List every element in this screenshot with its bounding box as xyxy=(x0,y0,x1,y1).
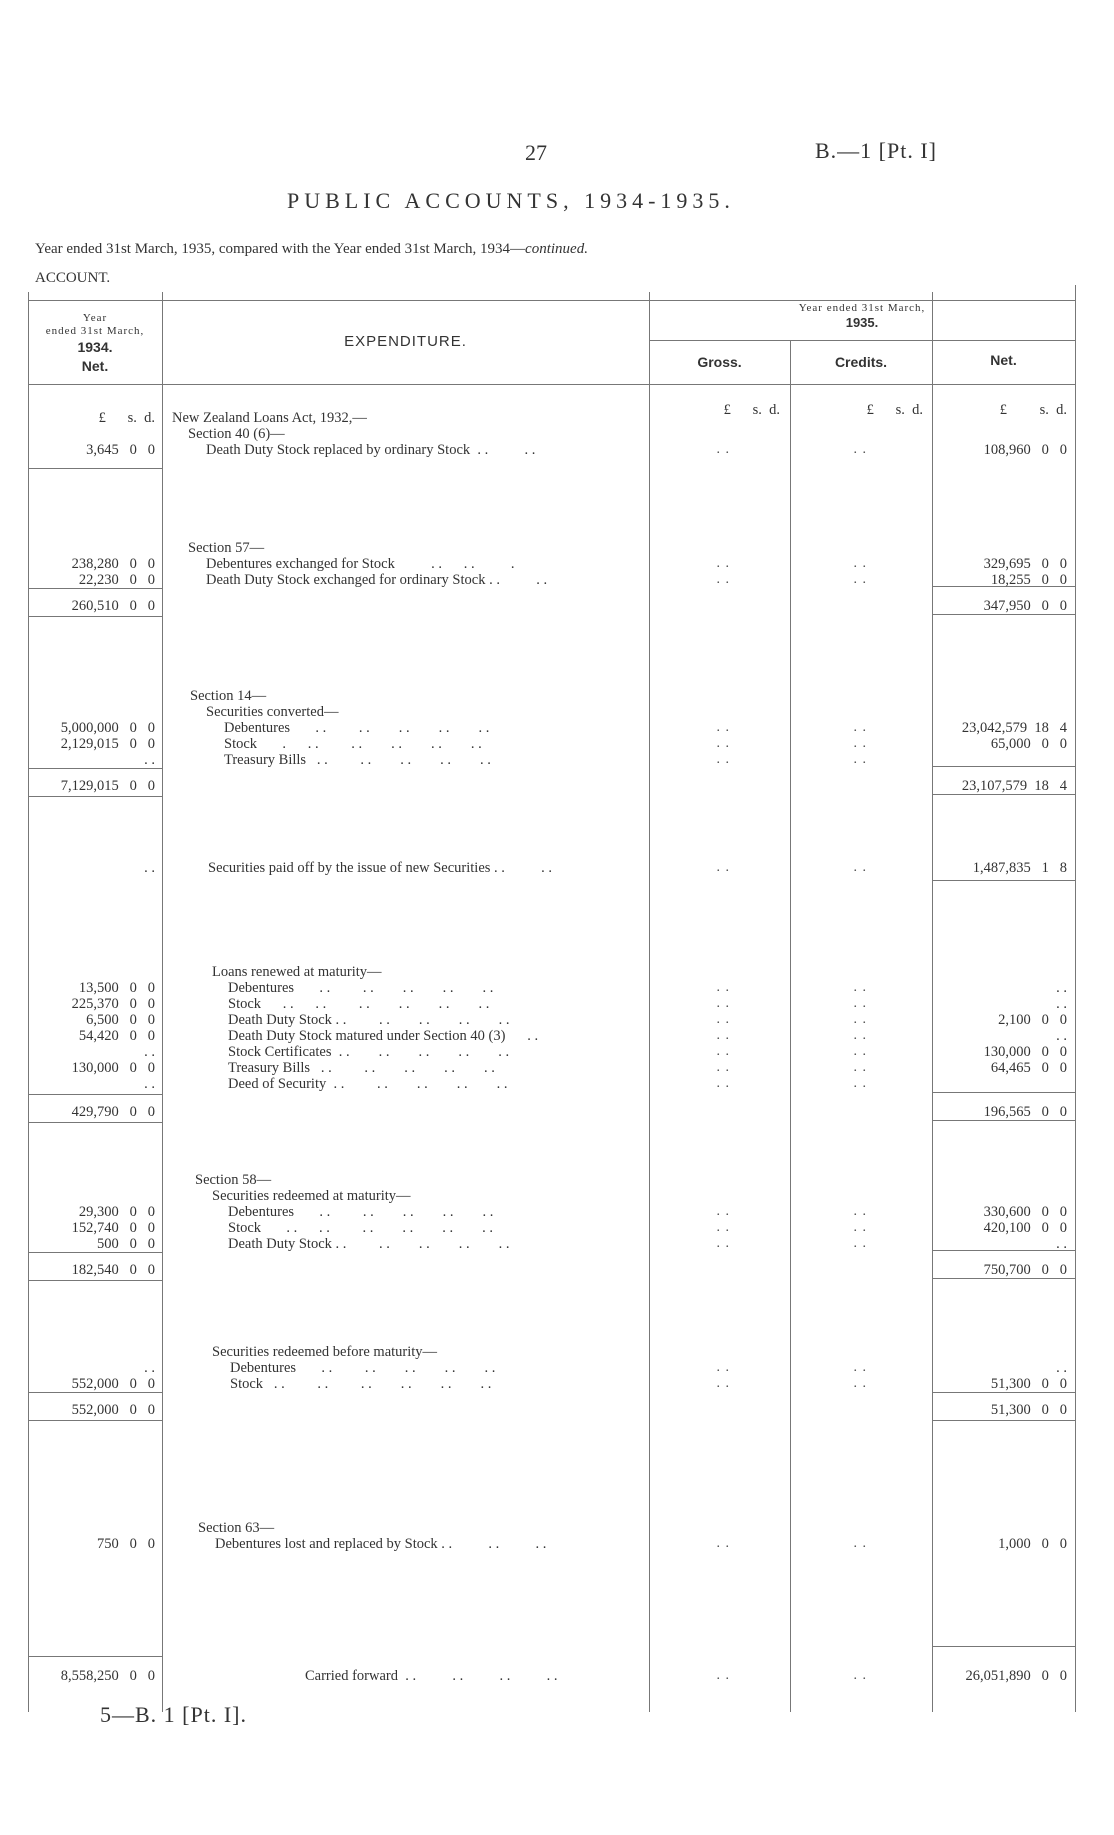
prev-year-header-line4: Net. xyxy=(81,358,109,374)
gross-value: . . xyxy=(716,556,730,571)
net-value: 23,107,579 18 4 xyxy=(961,778,1067,794)
subtitle-main: Year ended 31st March, 1935, compared with the Year ended 31st March, 1934— xyxy=(35,241,526,257)
net-value: 18,255 0 0 xyxy=(990,572,1067,588)
expenditure-desc: Loans renewed at maturity— xyxy=(212,964,382,980)
expenditure-desc: Securities redeemed before maturity— xyxy=(212,1344,438,1360)
prev-year-net-value: 29,300 0 0 xyxy=(78,1204,155,1220)
credits-value: . . xyxy=(853,1360,867,1375)
net-value: 51,300 0 0 xyxy=(990,1376,1067,1392)
expenditure-desc: Death Duty Stock . . . . . . . . . . xyxy=(228,1012,510,1028)
page-footer: 5—B. 1 [Pt. I]. xyxy=(100,1702,247,1727)
gross-value: . . xyxy=(716,1360,730,1375)
expenditure-desc: Stock . . . . . . . . . . . . xyxy=(228,996,490,1012)
net-value: 130,000 0 0 xyxy=(983,1044,1067,1060)
net-value: 64,465 0 0 xyxy=(990,1060,1067,1076)
prev-year-net-value: 500 0 0 xyxy=(97,1236,155,1252)
prev-year-net-value: . . xyxy=(144,860,155,876)
credits-value: . . xyxy=(853,572,867,587)
account-label: ACCOUNT. xyxy=(35,270,111,286)
credits-value: . . xyxy=(853,1012,867,1027)
expenditure-desc: Deed of Security . . . . . . . . . . xyxy=(228,1076,508,1092)
prev-year-net-value: 2,129,015 0 0 xyxy=(60,736,155,752)
prev-year-net-value: 750 0 0 xyxy=(97,1536,155,1552)
expenditure-desc: Stock . . . . . . . . . . . . xyxy=(230,1376,492,1392)
credits-units: £ s. d. xyxy=(866,402,923,418)
prev-year-net-value: 13,500 0 0 xyxy=(78,980,155,996)
credits-value: . . xyxy=(853,556,867,571)
credits-value: . . xyxy=(853,1376,867,1391)
gross-value: . . xyxy=(716,1044,730,1059)
expenditure-desc: Debentures . . . . . . . . . . xyxy=(228,980,494,996)
page-subtitle xyxy=(35,241,588,258)
prev-year-net-value: 54,420 0 0 xyxy=(78,1028,155,1044)
expenditure-desc: Debentures . . . . . . . . . . xyxy=(230,1360,496,1376)
gross-value: . . xyxy=(716,1012,730,1027)
subtitle-continued: continued. xyxy=(525,241,588,257)
credits-value: . . xyxy=(853,736,867,751)
expenditure-desc: Stock . . . . . . . . . . . . xyxy=(228,1220,494,1236)
gross-value: . . xyxy=(716,1220,730,1235)
expenditure-desc: Section 14— xyxy=(190,688,267,704)
expenditure-desc: Securities redeemed at maturity— xyxy=(212,1188,411,1204)
expenditure-desc: Treasury Bills . . . . . . . . . . xyxy=(228,1060,495,1076)
expenditure-desc: Carried forward . . . . . . . . xyxy=(305,1668,558,1684)
curr-year-header-line1: Year ended 31st March, xyxy=(798,302,926,314)
prev-year-net-value: 238,280 0 0 xyxy=(71,556,155,572)
net-header: Net. xyxy=(990,352,1017,368)
prev-year-net-value: 552,000 0 0 xyxy=(71,1402,155,1418)
credits-value: . . xyxy=(853,980,867,995)
net-value: . . xyxy=(1056,1028,1067,1044)
expenditure-desc: Section 58— xyxy=(195,1172,272,1188)
expenditure-desc: Treasury Bills . . . . . . . . . . xyxy=(224,752,491,768)
expenditure-desc: Death Duty Stock exchanged for ordinary Stock . . . . xyxy=(206,572,548,588)
prev-year-net-value: 429,790 0 0 xyxy=(71,1104,155,1120)
net-value: 108,960 0 0 xyxy=(983,442,1067,458)
gross-value: . . xyxy=(716,1028,730,1043)
expenditure-desc: Stock Certificates . . . . . . . . . . xyxy=(228,1044,510,1060)
prev-year-net-value: . . xyxy=(144,1076,155,1092)
prev-year-net-value: 182,540 0 0 xyxy=(71,1262,155,1278)
expenditure-desc: Debentures lost and replaced by Stock . . . . . . xyxy=(215,1536,547,1552)
gross-value: . . xyxy=(716,752,730,767)
page-title: PUBLIC ACCOUNTS, 1934-1935. xyxy=(287,188,735,213)
credits-header: Credits. xyxy=(834,354,888,370)
net-value: 51,300 0 0 xyxy=(990,1402,1067,1418)
net-value: 330,600 0 0 xyxy=(983,1204,1067,1220)
prev-year-net-value: . . xyxy=(144,1044,155,1060)
gross-value: . . xyxy=(716,1060,730,1075)
gross-value: . . xyxy=(716,996,730,1011)
credits-value: . . xyxy=(853,1044,867,1059)
net-value: 750,700 0 0 xyxy=(983,1262,1067,1278)
expenditure-desc: Debentures . . . . . . . . . . xyxy=(228,1204,494,1220)
gross-value: . . xyxy=(716,572,730,587)
prev-year-net-value: 552,000 0 0 xyxy=(71,1376,155,1392)
prev-year-net-value: . . xyxy=(144,752,155,768)
net-value: 65,000 0 0 xyxy=(990,736,1067,752)
net-value: 347,950 0 0 xyxy=(983,598,1067,614)
gross-value: . . xyxy=(716,1536,730,1551)
prev-year-header-line3: 1934. xyxy=(77,339,113,355)
gross-value: . . xyxy=(716,442,730,457)
net-value: . . xyxy=(1056,1360,1067,1376)
gross-value: . . xyxy=(716,1668,730,1683)
net-value: . . xyxy=(1056,980,1067,996)
credits-value: . . xyxy=(853,1668,867,1683)
credits-value: . . xyxy=(853,860,867,875)
gross-value: . . xyxy=(716,736,730,751)
expenditure-desc: Section 40 (6)— xyxy=(188,426,285,442)
net-value: 1,487,835 1 8 xyxy=(972,860,1067,876)
net-value: . . xyxy=(1056,1236,1067,1252)
net-value: 23,042,579 18 4 xyxy=(961,720,1067,736)
expenditure-desc: Debentures exchanged for Stock . . . . . xyxy=(206,556,515,572)
curr-year-header-line2: 1935. xyxy=(845,315,879,330)
credits-value: . . xyxy=(853,996,867,1011)
net-value: 420,100 0 0 xyxy=(983,1220,1067,1236)
expenditure-desc: Section 57— xyxy=(188,540,265,556)
net-value: . . xyxy=(1056,996,1067,1012)
credits-value: . . xyxy=(853,1028,867,1043)
gross-value: . . xyxy=(716,1236,730,1251)
prev-year-net-value: 225,370 0 0 xyxy=(71,996,155,1012)
prev-year-net-value: 260,510 0 0 xyxy=(71,598,155,614)
prev-year-net-value: 130,000 0 0 xyxy=(71,1060,155,1076)
net-value: 2,100 0 0 xyxy=(998,1012,1067,1028)
prev-year-net-value: 3,645 0 0 xyxy=(86,442,155,458)
net-value: 1,000 0 0 xyxy=(998,1536,1067,1552)
prev-year-header-line2: ended 31st March, xyxy=(45,325,145,337)
prev-year-net-value: 152,740 0 0 xyxy=(71,1220,155,1236)
expenditure-desc: Debentures . . . . . . . . . . xyxy=(224,720,490,736)
net-units: £ s. d. xyxy=(999,402,1067,418)
prev-year-net-value: 6,500 0 0 xyxy=(86,1012,155,1028)
gross-value: . . xyxy=(716,860,730,875)
expenditure-desc: Securities paid off by the issue of new Securities . . . . xyxy=(208,860,553,876)
document-reference: B.—1 [Pt. I] xyxy=(815,138,937,163)
expenditure-desc: Securities converted— xyxy=(206,704,339,720)
prev-year-net-value: 8,558,250 0 0 xyxy=(60,1668,155,1684)
gross-value: . . xyxy=(716,980,730,995)
prev-year-net-value: 7,129,015 0 0 xyxy=(60,778,155,794)
gross-value: . . xyxy=(716,1076,730,1091)
credits-value: . . xyxy=(853,1060,867,1075)
page-number: 27 xyxy=(525,140,547,165)
expenditure-desc: Death Duty Stock replaced by ordinary Stock . . . . xyxy=(206,442,536,458)
gross-header: Gross. xyxy=(697,354,742,370)
expenditure-desc: New Zealand Loans Act, 1932,— xyxy=(172,410,367,426)
expenditure-desc: Death Duty Stock . . . . . . . . . . xyxy=(228,1236,510,1252)
credits-value: . . xyxy=(853,1220,867,1235)
expenditure-desc: Death Duty Stock matured under Section 40 (3) . . xyxy=(228,1028,539,1044)
expenditure-desc: Stock . . . . . . . . . . . xyxy=(224,736,482,752)
gross-value: . . xyxy=(716,1204,730,1219)
gross-value: . . xyxy=(716,1376,730,1391)
net-value: 26,051,890 0 0 xyxy=(965,1668,1067,1684)
credits-value: . . xyxy=(853,442,867,457)
prev-year-net-value: 5,000,000 0 0 xyxy=(60,720,155,736)
net-value: 329,695 0 0 xyxy=(983,556,1067,572)
gross-units: £ s. d. xyxy=(723,402,780,418)
credits-value: . . xyxy=(853,720,867,735)
prev-year-header-line1: Year xyxy=(82,312,108,324)
credits-value: . . xyxy=(853,1536,867,1551)
prev-year-net-value: . . xyxy=(144,1360,155,1376)
credits-value: . . xyxy=(853,752,867,767)
gross-value: . . xyxy=(716,720,730,735)
expenditure-desc: Section 63— xyxy=(198,1520,275,1536)
net-value: 196,565 0 0 xyxy=(983,1104,1067,1120)
expenditure-header: EXPENDITURE. xyxy=(344,333,467,350)
prev-year-net-value: 22,230 0 0 xyxy=(78,572,155,588)
credits-value: . . xyxy=(853,1204,867,1219)
credits-value: . . xyxy=(853,1236,867,1251)
credits-value: . . xyxy=(853,1076,867,1091)
prev-units: £ s. d. xyxy=(98,410,155,426)
